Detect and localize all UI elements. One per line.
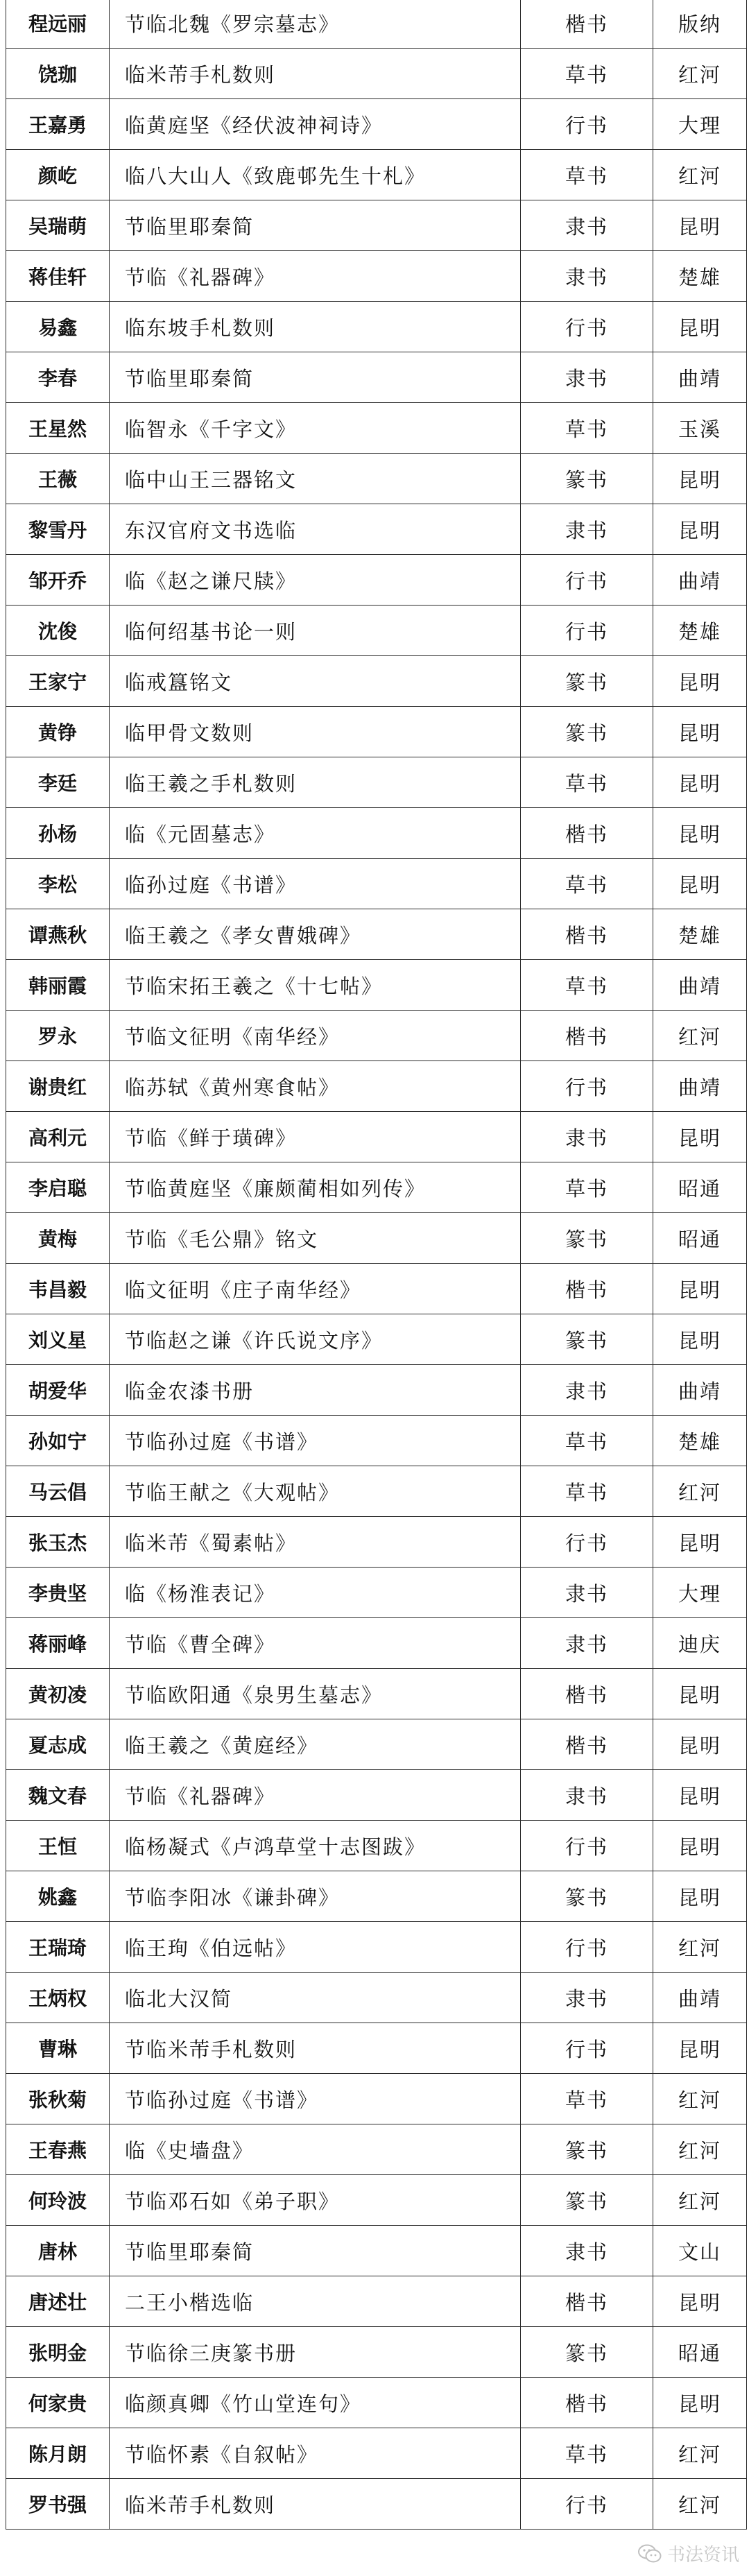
- entry-script-style: 隶书: [521, 1618, 653, 1669]
- entry-region: 昆明: [653, 656, 747, 707]
- entry-work: 临戒簋铭文: [110, 656, 521, 707]
- entry-work: 节临《礼器碑》: [110, 1770, 521, 1821]
- entry-region: 昆明: [653, 302, 747, 352]
- table-row: [6, 1821, 747, 1871]
- entry-script-style: 隶书: [521, 504, 653, 555]
- entry-region: 红河: [653, 1922, 747, 1973]
- entry-region: 曲靖: [653, 352, 747, 403]
- entry-name: 程远丽: [6, 0, 110, 49]
- entry-region: 楚雄: [653, 1416, 747, 1466]
- entry-name: 蒋佳轩: [6, 251, 110, 302]
- entry-work: 临《元固墓志》: [110, 808, 521, 859]
- entry-region: 红河: [653, 2175, 747, 2226]
- entry-region: 昆明: [653, 859, 747, 909]
- table-row: [6, 1213, 747, 1264]
- entry-name: 黎雪丹: [6, 504, 110, 555]
- entry-name: 马云倡: [6, 1466, 110, 1517]
- entry-work: 临黄庭坚《经伏波神祠诗》: [110, 99, 521, 150]
- entry-script-style: 草书: [521, 2074, 653, 2124]
- entry-script-style: 篆书: [521, 2327, 653, 2378]
- entry-work: 临文征明《庄子南华经》: [110, 1264, 521, 1314]
- table-row: [6, 707, 747, 757]
- entry-work: 临王羲之《黄庭经》: [110, 1719, 521, 1770]
- entry-region: 曲靖: [653, 960, 747, 1011]
- entry-name: 黄初凌: [6, 1669, 110, 1719]
- entry-region: 昆明: [653, 2023, 747, 2074]
- table-row: [6, 2428, 747, 2479]
- entry-work: 临《史墙盘》: [110, 2124, 521, 2175]
- entry-script-style: 隶书: [521, 1973, 653, 2023]
- entry-name: 韦昌毅: [6, 1264, 110, 1314]
- entry-work: 临王珣《伯远帖》: [110, 1922, 521, 1973]
- entry-work: 节临邓石如《弟子职》: [110, 2175, 521, 2226]
- entry-region: 昆明: [653, 1517, 747, 1568]
- entry-work: 节临怀素《自叙帖》: [110, 2428, 521, 2479]
- entry-work: 节临《礼器碑》: [110, 251, 521, 302]
- entry-name: 高利元: [6, 1112, 110, 1162]
- table-row: [6, 1264, 747, 1314]
- entry-name: 谭燕秋: [6, 909, 110, 960]
- entry-region: 曲靖: [653, 1973, 747, 2023]
- entry-script-style: 楷书: [521, 2276, 653, 2327]
- entry-name: 王春燕: [6, 2124, 110, 2175]
- entry-name: 陈月朗: [6, 2428, 110, 2479]
- entry-script-style: 草书: [521, 757, 653, 808]
- table-row: [6, 1618, 747, 1669]
- entry-region: 红河: [653, 2479, 747, 2530]
- table-row: [6, 352, 747, 403]
- entry-name: 王炳权: [6, 1973, 110, 2023]
- entry-script-style: 楷书: [521, 1719, 653, 1770]
- entry-region: 昆明: [653, 1264, 747, 1314]
- table-row: [6, 1365, 747, 1416]
- table-row: [6, 1466, 747, 1517]
- entry-name: 沈俊: [6, 606, 110, 656]
- entry-name: 李启聪: [6, 1162, 110, 1213]
- entry-work: 节临文征明《南华经》: [110, 1011, 521, 1061]
- entry-script-style: 隶书: [521, 2226, 653, 2276]
- entry-work: 临颜真卿《竹山堂连句》: [110, 2378, 521, 2428]
- table-row: [6, 1922, 747, 1973]
- table-row: [6, 606, 747, 656]
- table-row: [6, 555, 747, 606]
- entry-name: 夏志成: [6, 1719, 110, 1770]
- entry-name: 曹琳: [6, 2023, 110, 2074]
- table-row: [6, 859, 747, 909]
- entry-script-style: 行书: [521, 302, 653, 352]
- entry-name: 韩丽霞: [6, 960, 110, 1011]
- entry-script-style: 篆书: [521, 1314, 653, 1365]
- entry-script-style: 草书: [521, 49, 653, 99]
- entry-work: 二王小楷选临: [110, 2276, 521, 2327]
- entry-script-style: 行书: [521, 1821, 653, 1871]
- entry-name: 吴瑞萌: [6, 200, 110, 251]
- entry-script-style: 篆书: [521, 454, 653, 504]
- table-row: [6, 1719, 747, 1770]
- entry-work: 节临《曹全碑》: [110, 1618, 521, 1669]
- entry-region: 昆明: [653, 454, 747, 504]
- entry-region: 昭通: [653, 2327, 747, 2378]
- entry-name: 黄梅: [6, 1213, 110, 1264]
- entry-name: 王薇: [6, 454, 110, 504]
- entry-work: 节临李阳冰《谦卦碑》: [110, 1871, 521, 1922]
- table-row: [6, 454, 747, 504]
- entry-name: 孙如宁: [6, 1416, 110, 1466]
- table-row: [6, 200, 747, 251]
- entry-script-style: 行书: [521, 606, 653, 656]
- entry-script-style: 篆书: [521, 2175, 653, 2226]
- entry-script-style: 行书: [521, 2479, 653, 2530]
- entry-name: 罗永: [6, 1011, 110, 1061]
- entry-name: 王星然: [6, 403, 110, 454]
- entry-script-style: 行书: [521, 1517, 653, 1568]
- entry-work: 临王羲之手札数则: [110, 757, 521, 808]
- entry-name: 李廷: [6, 757, 110, 808]
- table-row: [6, 2124, 747, 2175]
- entry-name: 易鑫: [6, 302, 110, 352]
- entry-name: 张明金: [6, 2327, 110, 2378]
- table-row: [6, 2023, 747, 2074]
- table-row: [6, 2378, 747, 2428]
- entry-region: 版纳: [653, 0, 747, 49]
- entry-script-style: 行书: [521, 99, 653, 150]
- table-row: [6, 1871, 747, 1922]
- entry-name: 魏文春: [6, 1770, 110, 1821]
- entry-name: 李贵坚: [6, 1568, 110, 1618]
- entry-work: 节临《毛公鼎》铭文: [110, 1213, 521, 1264]
- entry-name: 唐述壮: [6, 2276, 110, 2327]
- entry-work: 临杨凝式《卢鸿草堂十志图跋》: [110, 1821, 521, 1871]
- entry-region: 玉溪: [653, 403, 747, 454]
- entry-name: 何玲波: [6, 2175, 110, 2226]
- table-row: [6, 0, 747, 49]
- entry-region: 昆明: [653, 808, 747, 859]
- entry-work: 临八大山人《致鹿邨先生十札》: [110, 150, 521, 200]
- entry-script-style: 行书: [521, 555, 653, 606]
- table-row: [6, 1770, 747, 1821]
- entry-script-style: 行书: [521, 1922, 653, 1973]
- table-row: [6, 1517, 747, 1568]
- calligraphy-list-sheet: [6, 0, 743, 2530]
- entry-script-style: 篆书: [521, 707, 653, 757]
- entry-name: 谢贵红: [6, 1061, 110, 1112]
- entry-region: 楚雄: [653, 909, 747, 960]
- entry-region: 红河: [653, 1466, 747, 1517]
- entry-script-style: 隶书: [521, 251, 653, 302]
- entry-region: 红河: [653, 2074, 747, 2124]
- entry-name: 刘义星: [6, 1314, 110, 1365]
- entry-work: 临《赵之谦尺牍》: [110, 555, 521, 606]
- entry-script-style: 隶书: [521, 352, 653, 403]
- table-row: [6, 909, 747, 960]
- entry-script-style: 隶书: [521, 1112, 653, 1162]
- entry-script-style: 篆书: [521, 656, 653, 707]
- entry-work: 节临米芾手札数则: [110, 2023, 521, 2074]
- entry-work: 临中山王三器铭文: [110, 454, 521, 504]
- entry-name: 张秋菊: [6, 2074, 110, 2124]
- table-row: [6, 2074, 747, 2124]
- entry-region: 昆明: [653, 707, 747, 757]
- table-row: [6, 1314, 747, 1365]
- entry-work: 节临孙过庭《书谱》: [110, 1416, 521, 1466]
- entry-region: 红河: [653, 1011, 747, 1061]
- entry-work: 节临徐三庚篆书册: [110, 2327, 521, 2378]
- entry-work: 节临欧阳通《泉男生墓志》: [110, 1669, 521, 1719]
- entry-region: 昆明: [653, 504, 747, 555]
- entry-region: 红河: [653, 2428, 747, 2479]
- entry-script-style: 隶书: [521, 200, 653, 251]
- table-row: [6, 960, 747, 1011]
- entry-work: 节临里耶秦简: [110, 352, 521, 403]
- entry-name: 王嘉勇: [6, 99, 110, 150]
- entry-script-style: 草书: [521, 859, 653, 909]
- entry-region: 昆明: [653, 1871, 747, 1922]
- table-row: [6, 49, 747, 99]
- entry-name: 胡爱华: [6, 1365, 110, 1416]
- table-row: [6, 2479, 747, 2530]
- entry-region: 红河: [653, 49, 747, 99]
- entry-work: 临北大汉简: [110, 1973, 521, 2023]
- table-row: [6, 1011, 747, 1061]
- entry-name: 蒋丽峰: [6, 1618, 110, 1669]
- entry-region: 曲靖: [653, 1365, 747, 1416]
- entry-script-style: 隶书: [521, 1770, 653, 1821]
- entry-name: 唐林: [6, 2226, 110, 2276]
- table-row: [6, 1669, 747, 1719]
- entry-name: 孙杨: [6, 808, 110, 859]
- table-row: [6, 1162, 747, 1213]
- watermark: [638, 2541, 739, 2566]
- entry-script-style: 楷书: [521, 0, 653, 49]
- entry-work: 节临赵之谦《许氏说文序》: [110, 1314, 521, 1365]
- entry-script-style: 草书: [521, 2428, 653, 2479]
- wechat-icon: [638, 2544, 662, 2564]
- entry-script-style: 草书: [521, 1416, 653, 1466]
- table-row: [6, 99, 747, 150]
- entry-script-style: 行书: [521, 2023, 653, 2074]
- entry-region: 大理: [653, 1568, 747, 1618]
- entry-work: 临王羲之《孝女曹娥碑》: [110, 909, 521, 960]
- entry-script-style: 行书: [521, 1061, 653, 1112]
- entry-script-style: 隶书: [521, 1568, 653, 1618]
- entry-script-style: 草书: [521, 150, 653, 200]
- entry-region: 楚雄: [653, 251, 747, 302]
- entry-work: 临金农漆书册: [110, 1365, 521, 1416]
- entries-table-body: [6, 0, 747, 2530]
- entry-script-style: 草书: [521, 960, 653, 1011]
- entry-work: 节临宋拓王羲之《十七帖》: [110, 960, 521, 1011]
- entry-work: 临《杨淮表记》: [110, 1568, 521, 1618]
- entry-work: 临何绍基书论一则: [110, 606, 521, 656]
- entry-work: 节临孙过庭《书谱》: [110, 2074, 521, 2124]
- entry-script-style: 草书: [521, 403, 653, 454]
- table-row: [6, 656, 747, 707]
- entry-region: 昆明: [653, 1112, 747, 1162]
- entry-name: 邹开乔: [6, 555, 110, 606]
- table-row: [6, 1061, 747, 1112]
- entry-script-style: 隶书: [521, 1365, 653, 1416]
- entry-work: 节临里耶秦简: [110, 200, 521, 251]
- entry-work: 节临里耶秦简: [110, 2226, 521, 2276]
- entry-name: 王恒: [6, 1821, 110, 1871]
- entry-script-style: 楷书: [521, 1264, 653, 1314]
- entry-region: 昆明: [653, 2276, 747, 2327]
- table-row: [6, 1416, 747, 1466]
- entry-name: 李松: [6, 859, 110, 909]
- entry-work: 东汉官府文书选临: [110, 504, 521, 555]
- entry-work: 临智永《千字文》: [110, 403, 521, 454]
- entry-name: 饶珈: [6, 49, 110, 99]
- entry-script-style: 篆书: [521, 2124, 653, 2175]
- table-row: [6, 302, 747, 352]
- entry-region: 昭通: [653, 1162, 747, 1213]
- entry-script-style: 篆书: [521, 1213, 653, 1264]
- entry-region: 红河: [653, 2124, 747, 2175]
- table-row: [6, 2327, 747, 2378]
- entry-region: 昆明: [653, 1669, 747, 1719]
- watermark-text: 书法资讯: [666, 2545, 739, 2566]
- table-row: [6, 2276, 747, 2327]
- entry-region: 昆明: [653, 1314, 747, 1365]
- entry-work: 节临王献之《大观帖》: [110, 1466, 521, 1517]
- table-row: [6, 1568, 747, 1618]
- entry-region: 曲靖: [653, 1061, 747, 1112]
- entry-script-style: 楷书: [521, 1669, 653, 1719]
- entry-work: 节临《鲜于璜碑》: [110, 1112, 521, 1162]
- entry-script-style: 草书: [521, 1162, 653, 1213]
- entry-work: 临米芾《蜀素帖》: [110, 1517, 521, 1568]
- entry-script-style: 草书: [521, 1466, 653, 1517]
- entry-name: 黄铮: [6, 707, 110, 757]
- entry-region: 昆明: [653, 1821, 747, 1871]
- entry-region: 红河: [653, 150, 747, 200]
- entry-region: 昆明: [653, 200, 747, 251]
- entry-name: 颜屹: [6, 150, 110, 200]
- entry-work: 临孙过庭《书谱》: [110, 859, 521, 909]
- table-row: [6, 2175, 747, 2226]
- table-row: [6, 1112, 747, 1162]
- entry-script-style: 篆书: [521, 1871, 653, 1922]
- entry-name: 张玉杰: [6, 1517, 110, 1568]
- entry-name: 李春: [6, 352, 110, 403]
- entry-work: 临东坡手札数则: [110, 302, 521, 352]
- entry-region: 昭通: [653, 1213, 747, 1264]
- entry-work: 临甲骨文数则: [110, 707, 521, 757]
- entry-script-style: 楷书: [521, 2378, 653, 2428]
- entry-work: 临米芾手札数则: [110, 2479, 521, 2530]
- entry-name: 何家贵: [6, 2378, 110, 2428]
- entry-work: 节临黄庭坚《廉颇蔺相如列传》: [110, 1162, 521, 1213]
- table-row: [6, 757, 747, 808]
- entry-script-style: 楷书: [521, 1011, 653, 1061]
- table-row: [6, 251, 747, 302]
- entry-script-style: 楷书: [521, 808, 653, 859]
- entry-region: 文山: [653, 2226, 747, 2276]
- entry-name: 罗书强: [6, 2479, 110, 2530]
- entry-name: 姚鑫: [6, 1871, 110, 1922]
- entry-region: 大理: [653, 99, 747, 150]
- entry-region: 昆明: [653, 1770, 747, 1821]
- entry-work: 临苏轼《黄州寒食帖》: [110, 1061, 521, 1112]
- entry-script-style: 楷书: [521, 909, 653, 960]
- entry-region: 曲靖: [653, 555, 747, 606]
- entry-name: 王瑞琦: [6, 1922, 110, 1973]
- table-row: [6, 1973, 747, 2023]
- entry-work: 节临北魏《罗宗墓志》: [110, 0, 521, 49]
- table-row: [6, 504, 747, 555]
- entry-work: 临米芾手札数则: [110, 49, 521, 99]
- entry-region: 楚雄: [653, 606, 747, 656]
- entries-table: [6, 0, 747, 2530]
- entry-name: 王家宁: [6, 656, 110, 707]
- table-row: [6, 2226, 747, 2276]
- entry-region: 迪庆: [653, 1618, 747, 1669]
- entry-region: 昆明: [653, 2378, 747, 2428]
- table-row: [6, 808, 747, 859]
- table-row: [6, 150, 747, 200]
- entry-region: 昆明: [653, 1719, 747, 1770]
- table-row: [6, 403, 747, 454]
- entry-region: 昆明: [653, 757, 747, 808]
